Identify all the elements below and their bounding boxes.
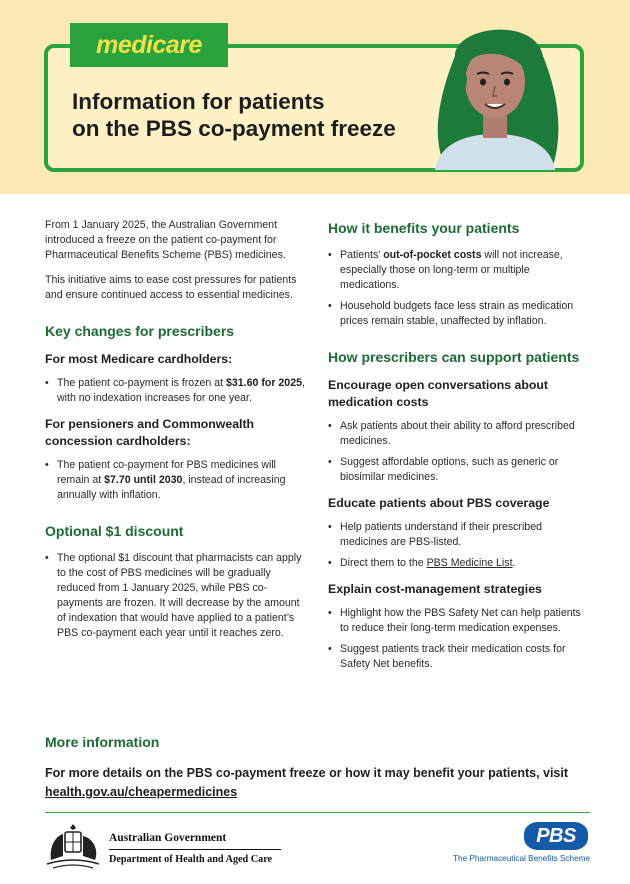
intro-paragraph-2: This initiative aims to ease cost pressures for patients and ensure continued access to essential medicines. [45,274,297,301]
text: , with no indexation increases for one year. [57,377,305,404]
more-info-text [45,764,590,802]
pensioners-list [45,458,307,503]
government-name: Australian Government [109,832,227,844]
key-changes-heading: Key changes for prescribers [45,323,235,339]
pensioners-heading: For pensioners and Commonwealth concession cardholders: [45,417,255,448]
list-item [328,248,590,293]
text: . [512,557,516,569]
list-item [45,376,307,406]
support-heading: How prescribers can support patients [328,349,580,365]
more-information [45,734,590,802]
conversations-heading: Encourage open conversations about medication costs [328,378,549,409]
list-item: • Suggest patients track their medication costs for Safety Net benefits. [328,642,590,672]
conversations-list [328,419,590,485]
pbs-medicine-list-link[interactable]: PBS Medicine List [426,557,513,569]
text: The patient co-payment for PBS medicines will remain at [57,459,277,486]
list-item [328,556,590,571]
strategies-list [328,606,590,672]
left-column [45,218,307,651]
pbs-caption: The Pharmaceutical Benefits Scheme [453,854,590,863]
right-column [328,218,590,682]
pbs-brand [432,822,590,868]
strategies-heading: Explain cost-management strategies [328,582,542,596]
government-logo [45,820,305,872]
text: Direct them to the [340,557,427,569]
list-item: • Suggest affordable options, such as generic or biosimilar medicines. [328,455,590,485]
footer-divider [45,812,590,813]
text: , instead of increasing annually with inflation. [57,474,286,501]
text: For more details on the PBS co-payment freeze or how it may benefit your patients, visit [45,766,569,780]
benefits-heading: How it benefits your patients [328,220,520,236]
patient-illustration [425,16,565,170]
text: The patient co-payment is frozen at [57,377,226,389]
health-gov-link[interactable]: health.gov.au/cheapermedicines [45,785,238,799]
title-line-2: on the PBS co-payment freeze [72,116,396,141]
list-item: • Highlight how the PBS Safety Net can help patients to reduce their long-term medication expenses. [328,606,590,636]
title-line-1: Information for patients [72,89,325,114]
coverage-list [328,520,590,571]
intro-paragraph-1: From 1 January 2025, the Australian Government introduced a freeze on the patient co-payment for Pharmaceutical Benefits Scheme (PBS) medicines. [45,219,286,261]
hero-banner [0,0,630,194]
emphasis: out-of-pocket costs [383,249,482,261]
department-name: Department of Health and Aged Care [109,854,273,865]
pbs-logo: PBS [524,822,588,850]
emphasis: $7.70 until 2030 [104,474,183,486]
discount-list [45,551,307,641]
government-text [109,832,281,865]
more-info-heading: More information [45,734,160,750]
list-item [45,458,307,503]
emphasis: $31.60 for 2025 [226,377,302,389]
medicare-logo: medicare [70,23,228,67]
benefits-list [328,248,590,329]
list-item: • Ask patients about their ability to afford prescribed medicines. [328,419,590,449]
text: will not increase, especially those on long-term or multiple medications. [340,249,563,291]
government-divider [109,849,281,850]
list-item: • Household budgets face less strain as medication prices remain stable, unaffected by inflation. [328,299,590,329]
most-cardholders-list [45,376,307,406]
discount-heading: Optional $1 discount [45,523,184,539]
page-title [72,88,402,142]
list-item: • The optional $1 discount that pharmacists can apply to the cost of PBS medicines will be gradually reduced from 1 January 2025, while PBS co-payments are frozen. It will decrease by the amount of indexation that would have applied to a patient’s PBS co-payment each year until it reaches zero. [45,551,307,641]
most-cardholders-heading: For most Medicare cardholders: [45,352,233,366]
text: Patients’ [340,249,384,261]
coat-of-arms-icon [45,820,101,870]
list-item: • Help patients understand if their prescribed medicines are PBS-listed. [328,520,590,550]
coverage-heading: Educate patients about PBS coverage [328,496,550,510]
